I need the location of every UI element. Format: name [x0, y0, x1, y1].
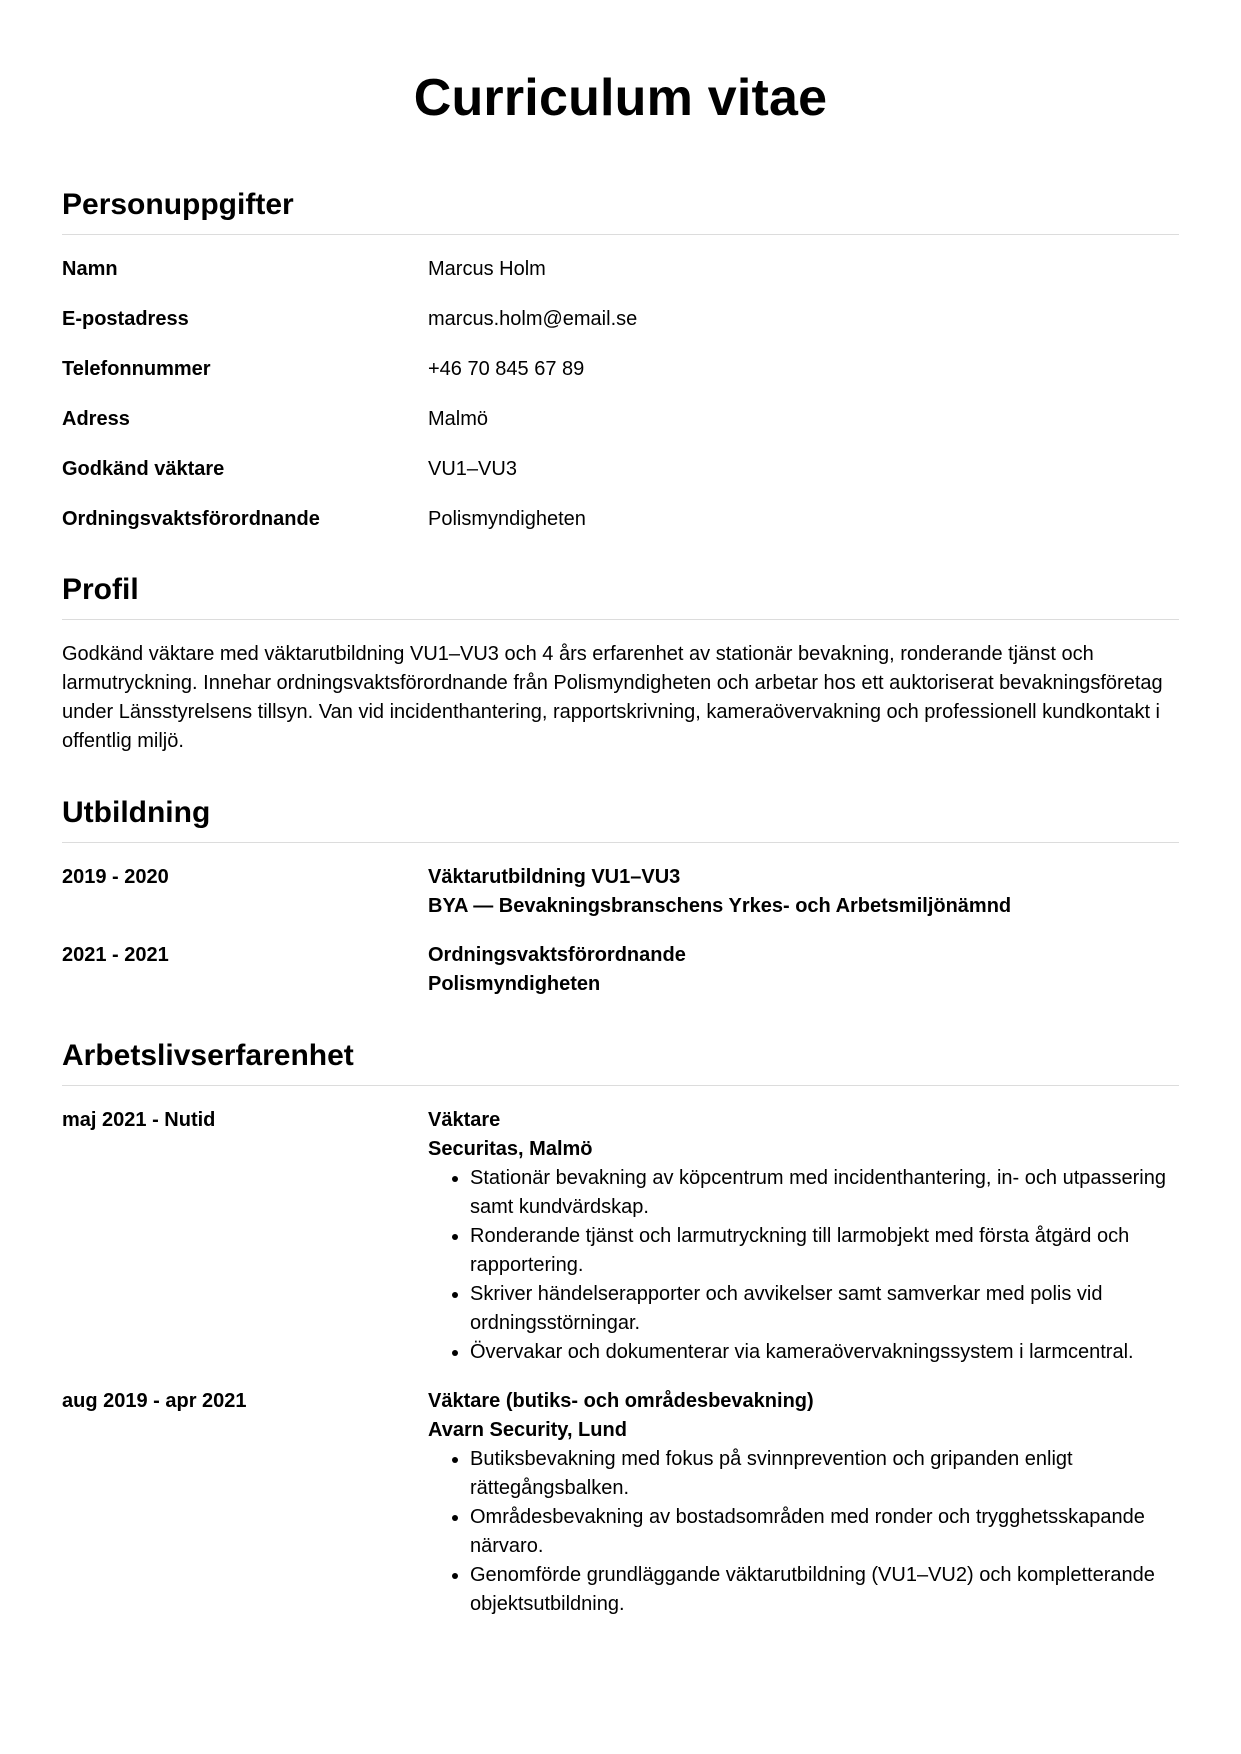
experience-details	[428, 1106, 1179, 1367]
personal-label: Ordningsvaktsförordnande	[62, 508, 320, 530]
personal-row-phone	[62, 355, 1179, 383]
personal-section	[62, 186, 1179, 533]
experience-section	[62, 1037, 1179, 1619]
personal-row-order-guard	[62, 505, 1179, 533]
profile-heading: Profil	[62, 571, 1179, 620]
experience-period: maj 2021 - Nutid	[62, 1109, 216, 1131]
education-details	[428, 941, 1179, 999]
document-title: Curriculum vitae	[413, 69, 828, 127]
experience-heading: Arbetslivserfarenhet	[62, 1037, 1179, 1086]
education-period: 2021 - 2021	[62, 944, 169, 966]
personal-value: Malmö	[428, 408, 489, 430]
experience-period: aug 2019 - apr 2021	[62, 1390, 247, 1412]
experience-details	[428, 1387, 1179, 1619]
education-details	[428, 863, 1179, 921]
personal-row-email	[62, 305, 1179, 333]
education-org: BYA — Bevakningsbranschens Yrkes- och Arbetsmiljönämnd	[428, 895, 1012, 917]
experience-bullet: • Butiksbevakning med fokus på svinnprevention och gripanden enligt rättegångsbalken.	[470, 1445, 1179, 1503]
experience-entry	[62, 1106, 1179, 1367]
personal-value: +46 70 845 67 89	[428, 358, 585, 380]
experience-bullet: • Genomförde grundläggande väktarutbildning (VU1–VU2) och kompletterande objektsutbildning.	[470, 1561, 1179, 1619]
education-period: 2019 - 2020	[62, 866, 169, 888]
profile-text: Godkänd väktare med väktarutbildning VU1–VU3 och 4 års erfarenhet av stationär bevakning, ronderande tjänst och larmutryckning. Innehar ordningsvaktsförordnande från Polismyndigheten och arbetar hos ett auktoriserat bevakningsföretag under Länsstyrelsens tillsyn. Van vid incidenthantering, rapportskrivning, kameraövervakning och professionell kundkontakt i offentlig miljö.	[62, 643, 1163, 752]
personal-label: Telefonnummer	[62, 358, 211, 380]
experience-bullet: • Ronderande tjänst och larmutryckning till larmobjekt med första åtgärd och rapportering.	[470, 1222, 1179, 1280]
personal-value: Polismyndigheten	[428, 508, 586, 530]
experience-bullet: • Övervakar och dokumenterar via kameraövervakningssystem i larmcentral.	[470, 1338, 1179, 1367]
personal-value: marcus.holm@email.se	[428, 308, 638, 330]
experience-bullet: • Områdesbevakning av bostadsområden med ronder och trygghetsskapande närvaro.	[470, 1503, 1179, 1561]
personal-label: Godkänd väktare	[62, 458, 225, 480]
experience-org: Securitas, Malmö	[428, 1138, 593, 1160]
personal-label: E-postadress	[62, 308, 189, 330]
education-entry	[62, 941, 1179, 999]
experience-bullets	[428, 1164, 1179, 1367]
personal-value: VU1–VU3	[428, 458, 517, 480]
education-title: Väktarutbildning VU1–VU3	[428, 866, 681, 888]
education-section	[62, 794, 1179, 999]
education-title: Ordningsvaktsförordnande	[428, 944, 686, 966]
personal-row-name	[62, 255, 1179, 283]
personal-row-guard-license	[62, 455, 1179, 483]
personal-value: Marcus Holm	[428, 258, 546, 280]
profile-section	[62, 571, 1179, 756]
experience-org: Avarn Security, Lund	[428, 1419, 627, 1441]
personal-heading: Personuppgifter	[62, 186, 1179, 235]
experience-bullets	[428, 1445, 1179, 1619]
experience-title: Väktare (butiks- och områdesbevakning)	[428, 1390, 814, 1412]
personal-row-address	[62, 405, 1179, 433]
education-entry	[62, 863, 1179, 921]
experience-entry	[62, 1387, 1179, 1619]
experience-bullet: • Stationär bevakning av köpcentrum med incidenthantering, in- och utpassering samt kundvärdskap.	[470, 1164, 1179, 1222]
education-heading: Utbildning	[62, 794, 1179, 843]
experience-bullet: • Skriver händelserapporter och avvikelser samt samverkar med polis vid ordningsstörningar.	[470, 1280, 1179, 1338]
personal-table	[62, 255, 1179, 533]
education-org: Polismyndigheten	[428, 973, 601, 995]
personal-label: Namn	[62, 258, 118, 280]
experience-title: Väktare	[428, 1109, 501, 1131]
personal-label: Adress	[62, 408, 130, 430]
